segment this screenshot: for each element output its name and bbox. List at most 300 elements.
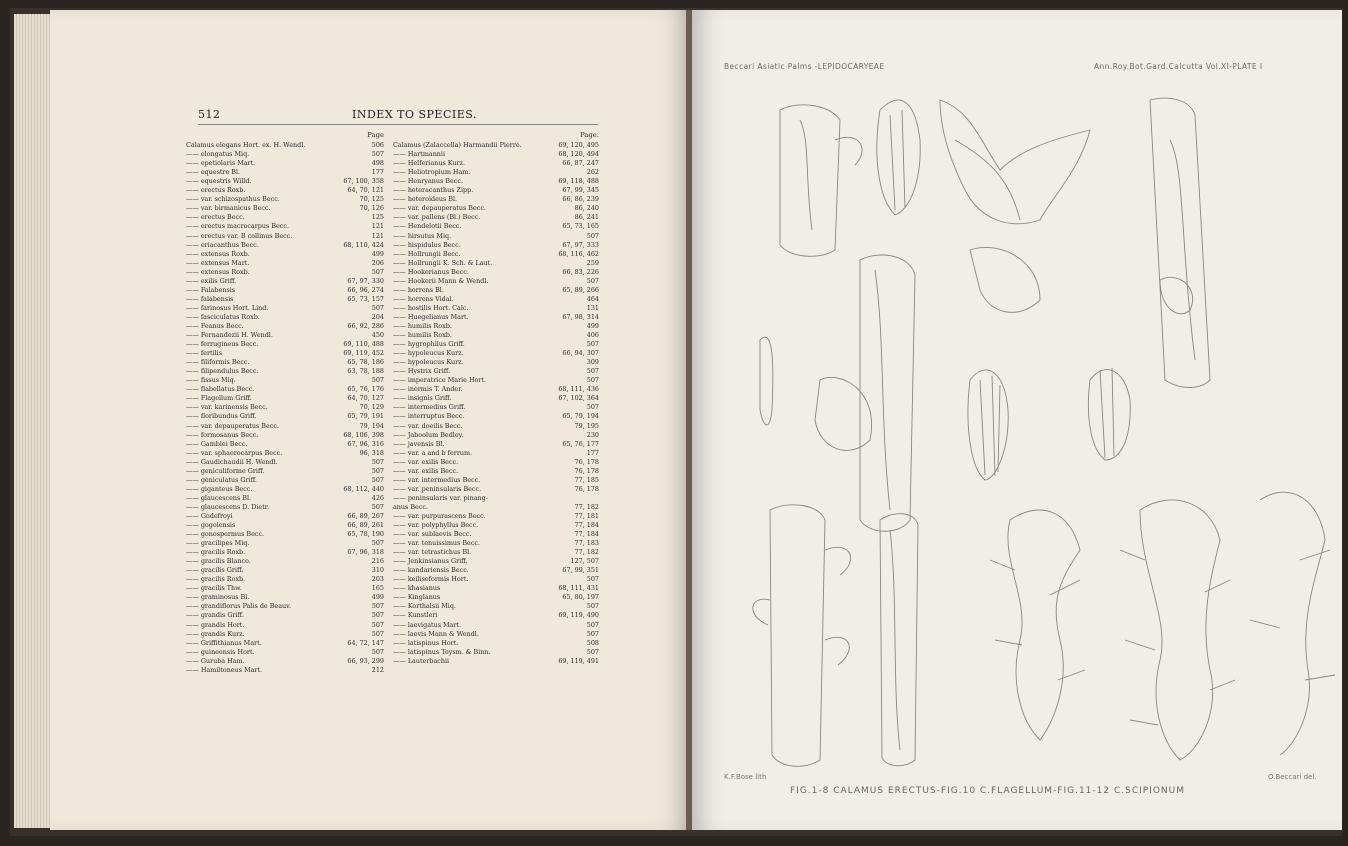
entry-label: —— gracilis Thw.: [186, 584, 242, 593]
index-entry: [393, 204, 599, 213]
entry-page: 206: [371, 258, 384, 267]
index-entry: [186, 422, 384, 431]
entry-page: 66, 86, 239: [562, 195, 599, 204]
entry-label: —— erectus var. B collinus Becc.: [186, 231, 293, 240]
index-entry: [186, 476, 384, 485]
entry-page: 66, 83, 226: [562, 267, 599, 276]
entry-label: —— Fernandezii H. Wendl.: [186, 331, 273, 340]
index-entry: [393, 213, 599, 222]
index-entry: [393, 295, 599, 304]
entry-page: 65, 78, 186: [347, 358, 384, 367]
index-entry: [186, 575, 384, 584]
entry-label: —— Griffithianus Mart.: [186, 638, 262, 647]
entry-page: 67, 96, 316: [347, 439, 384, 448]
index-entry: [186, 593, 384, 602]
index-entry: [393, 367, 599, 376]
entry-label: —— hypoleucus Kurz.: [393, 358, 464, 367]
index-entry: [393, 575, 599, 584]
index-entry: [186, 485, 384, 494]
entry-label: —— Hendelotii Becc.: [393, 222, 462, 231]
entry-label: —— horrens Bl.: [393, 285, 444, 294]
entry-label: —— var. purpurascens Becc.: [393, 511, 486, 520]
entry-label: —— var. polyphyllus Becc.: [393, 521, 479, 530]
entry-label: —— var. a and b ferrum.: [393, 448, 473, 457]
index-entry: [393, 440, 599, 449]
entry-page: 507: [371, 466, 384, 475]
entry-page: 450: [371, 331, 384, 340]
index-entry: [186, 449, 384, 458]
entry-page: 64, 70, 127: [347, 394, 384, 403]
index-entry: [186, 602, 384, 611]
entry-page: 507: [586, 602, 599, 611]
entry-page: 309: [586, 358, 599, 367]
entry-page: 68, 112, 440: [343, 484, 384, 493]
entry-label: —— gracilis Griff.: [186, 566, 244, 575]
index-entry: [186, 412, 384, 421]
index-entry: [393, 159, 599, 168]
entry-page: 507: [371, 303, 384, 312]
entry-page: 507: [371, 647, 384, 656]
entry-label: —— grandiflorus Palis de Beauv.: [186, 602, 292, 611]
index-entry: [393, 232, 599, 241]
entry-page: 131: [586, 303, 599, 312]
entry-label: —— gracilis Blanco.: [186, 557, 251, 566]
index-entry: [186, 222, 384, 231]
index-entry: [393, 412, 599, 421]
entry-label: —— filiformis Becc.: [186, 358, 250, 367]
entry-label: —— Hollrungii Becc.: [393, 249, 461, 258]
plate-title-left: Beccari Asiatic Palms -LEPIDOCARYEAE: [724, 62, 885, 71]
index-entry: [186, 621, 384, 630]
entry-page: 96, 318: [359, 448, 384, 457]
index-entry: [186, 611, 384, 620]
index-entry: [186, 141, 384, 150]
entry-page: 177: [371, 168, 384, 177]
entry-page: 507: [371, 629, 384, 638]
entry-page: 68, 116, 462: [558, 249, 599, 258]
index-entry: [186, 639, 384, 648]
index-entry: [393, 503, 599, 512]
index-entry: [186, 177, 384, 186]
index-entry: [393, 485, 599, 494]
plate-illustration: [740, 80, 1340, 770]
index-entry: [393, 394, 599, 403]
entry-page: 177: [586, 448, 599, 457]
index-entry: [186, 150, 384, 159]
entry-label: —— fertilis: [186, 349, 222, 358]
index-entry: [393, 621, 599, 630]
entry-page: 64, 72, 147: [347, 638, 384, 647]
entry-label: —— peninsularis var. pinang-: [393, 493, 488, 502]
entry-page: 507: [371, 539, 384, 548]
index-entry: [186, 657, 384, 666]
delineator-credit: O.Beccari del.: [1268, 773, 1317, 781]
column-heading: Page.: [580, 131, 599, 139]
index-entry: [186, 521, 384, 530]
entry-label: —— Jenkinsianus Griff.: [393, 557, 468, 566]
entry-label: —— var. peninsularis Becc.: [393, 484, 482, 493]
entry-label: —— laevigatus Mart.: [393, 620, 462, 629]
entry-label: —— glaucescens Bl.: [186, 493, 252, 502]
entry-page: 68, 111, 436: [558, 385, 599, 394]
entry-page: 65, 79, 194: [562, 412, 599, 421]
entry-page: 65, 73, 157: [347, 294, 384, 303]
index-column-right: [393, 131, 599, 666]
entry-label: —— var. depauperatus Becc.: [186, 421, 279, 430]
entry-label: —— imperatrice Marie Hort.: [393, 376, 487, 385]
entry-label: —— Henryanus Becc.: [393, 177, 463, 186]
index-entry: [393, 639, 599, 648]
entry-page: 125: [371, 213, 384, 222]
entry-page: 66, 92, 286: [347, 321, 384, 330]
entry-page: 69, 119, 452: [343, 349, 384, 358]
entry-label: —— geniculiforme Griff.: [186, 466, 265, 475]
entry-label: —— floribundus Griff.: [186, 412, 257, 421]
index-entry: [186, 648, 384, 657]
entry-page: 507: [586, 231, 599, 240]
entry-label: —— var. schizospathus Becc.: [186, 195, 280, 204]
entry-label: —— farinosus Hort. Lind.: [186, 303, 269, 312]
entry-label: —— erectus Roxb.: [186, 186, 246, 195]
entry-page: 507: [371, 457, 384, 466]
entry-label: —— glaucescens D. Dietr.: [186, 502, 270, 511]
entry-page: 69, 118, 488: [558, 177, 599, 186]
entry-label: —— hygrophilus Griff.: [393, 340, 465, 349]
entry-label: —— formosanus Becc.: [186, 430, 259, 439]
entry-label: —— laevis Mann & Wendl.: [393, 629, 479, 638]
index-entry: [393, 467, 599, 476]
index-entry: [393, 186, 599, 195]
entry-label: —— gracilis Roxb.: [186, 548, 246, 557]
entry-label: —— keiliseformis Hort.: [393, 575, 469, 584]
entry-label: —— falabensis: [186, 294, 234, 303]
index-entry: [186, 304, 384, 313]
entry-label: —— Hollrungii K. Sch. & Laut.: [393, 258, 493, 267]
index-entry: [393, 222, 599, 231]
entry-page: 77, 184: [574, 530, 599, 539]
entry-label: —— heteracanthus Zipp.: [393, 186, 474, 195]
entry-page: 507: [586, 620, 599, 629]
entry-label: —— Lauterbachii: [393, 656, 450, 665]
entry-label: —— var. exilis Becc.: [393, 457, 459, 466]
index-entry: [393, 584, 599, 593]
index-entry: [393, 322, 599, 331]
entry-page: 79, 195: [574, 421, 599, 430]
entry-page: 76, 178: [574, 457, 599, 466]
index-entry: [186, 277, 384, 286]
index-entry: [186, 566, 384, 575]
entry-label: —— eriacanthus Becc.: [186, 240, 259, 249]
index-entry: [186, 340, 384, 349]
entry-label: —— hirsutus Miq.: [393, 231, 452, 240]
entry-page: 506: [371, 141, 384, 150]
entry-label: —— gracilis Roxb.: [186, 575, 246, 584]
index-entry: [186, 232, 384, 241]
entry-label: —— hispidulus Becc.: [393, 240, 461, 249]
index-entry: [393, 340, 599, 349]
entry-page: 65, 79, 191: [347, 412, 384, 421]
index-entry: [186, 630, 384, 639]
entry-label: —— equestre Bl.: [186, 168, 241, 177]
entry-label: —— erectus macrocarpus Becc.: [186, 222, 289, 231]
index-entry: [186, 548, 384, 557]
index-entry: [186, 349, 384, 358]
entry-page: 65, 89, 266: [562, 285, 599, 294]
index-entry: [186, 358, 384, 367]
index-entry: [186, 494, 384, 503]
index-entry: [393, 331, 599, 340]
index-entry: [186, 458, 384, 467]
entry-page: 70, 126: [359, 204, 384, 213]
entry-page: 507: [371, 376, 384, 385]
entry-label: —— horrens Vidal.: [393, 294, 454, 303]
entry-label: —— extensus Roxb.: [186, 249, 250, 258]
entry-page: 507: [371, 267, 384, 276]
entry-label: —— Gaudichaudii H. Wendl.: [186, 457, 278, 466]
entry-page: 66, 87, 247: [562, 159, 599, 168]
index-column-left: [186, 131, 384, 675]
entry-page: 77, 181: [574, 511, 599, 520]
index-entry: [186, 331, 384, 340]
entry-page: 77, 182: [574, 548, 599, 557]
entry-label: —— var. depauperatus Becc.: [393, 204, 486, 213]
index-entry: [186, 431, 384, 440]
entry-page: 507: [371, 602, 384, 611]
index-entry: [393, 358, 599, 367]
index-entry: [393, 557, 599, 566]
entry-page: 67, 98, 314: [562, 312, 599, 321]
entry-label: —— khasianus: [393, 584, 441, 593]
entry-label: —— extensus Roxb.: [186, 267, 250, 276]
entry-label: —— gogolensis: [186, 521, 236, 530]
entry-label: —— latispinus Hort.: [393, 638, 459, 647]
index-entry: [393, 657, 599, 666]
entry-label: —— humilis Roxb.: [393, 321, 452, 330]
page-edges: [14, 14, 54, 828]
index-entry: [186, 195, 384, 204]
entry-label: —— gracilipes Miq.: [186, 539, 250, 548]
index-entry: [393, 195, 599, 204]
entry-label: —— var. pallens (Bl.) Becc.: [393, 213, 481, 222]
entry-page: 507: [586, 276, 599, 285]
index-entry: [393, 286, 599, 295]
entry-page: 507: [586, 340, 599, 349]
entry-page: 76, 178: [574, 484, 599, 493]
entry-page: 203: [371, 575, 384, 584]
entry-page: 507: [371, 620, 384, 629]
entry-page: 507: [586, 629, 599, 638]
entry-page: 67, 99, 345: [562, 186, 599, 195]
index-entry: [393, 177, 599, 186]
index-entry: [393, 403, 599, 412]
entry-page: 262: [586, 168, 599, 177]
index-entry: [393, 168, 599, 177]
entry-label: anus Becc.: [393, 502, 429, 511]
entry-label: —— elongatus Miq.: [186, 150, 250, 159]
index-entry: [393, 539, 599, 548]
index-entry: [393, 241, 599, 250]
index-entry: [186, 367, 384, 376]
running-title: INDEX TO SPECIES.: [352, 108, 477, 121]
entry-page: 86, 241: [574, 213, 599, 222]
entry-page: 507: [371, 611, 384, 620]
entry-label: —— fissus Miq.: [186, 376, 236, 385]
index-entry: [186, 557, 384, 566]
index-entry: [393, 277, 599, 286]
entry-page: 66, 94, 307: [562, 349, 599, 358]
entry-page: 507: [586, 376, 599, 385]
index-entry: [186, 313, 384, 322]
entry-page: 65, 73, 165: [562, 222, 599, 231]
entry-page: 70, 125: [359, 195, 384, 204]
index-entry: [393, 422, 599, 431]
entry-label: —— Feanus Becc.: [186, 321, 244, 330]
header-rule: [198, 124, 598, 125]
entry-label: —— Helferianus Kurz.: [393, 159, 466, 168]
entry-label: —— javensis Bl.: [393, 439, 445, 448]
index-entry: [393, 449, 599, 458]
index-entry: [186, 394, 384, 403]
entry-page: 507: [371, 475, 384, 484]
index-entry: [393, 268, 599, 277]
entry-label: —— var. tetrastichus Bl.: [393, 548, 472, 557]
plate-title-right: Ann.Roy.Bot.Gard.Calcutta Vol.XI-PLATE I: [1094, 62, 1263, 71]
index-entry: [186, 530, 384, 539]
entry-label: —— Falabensis: [186, 285, 236, 294]
entry-label: —— latispinus Teysm. & Binn.: [393, 647, 491, 656]
entry-label: —— var. karinensis Becc.: [186, 403, 268, 412]
entry-page: 230: [586, 430, 599, 439]
index-entry: [186, 376, 384, 385]
entry-page: 69, 119, 490: [558, 611, 599, 620]
index-entry: [393, 530, 599, 539]
entry-label: —— graminosus Bl.: [186, 593, 250, 602]
index-entry: [393, 494, 599, 503]
entry-label: —— interruptus Becc.: [393, 412, 465, 421]
entry-label: —— extensus Mart.: [186, 258, 250, 267]
entry-page: 65, 76, 176: [347, 385, 384, 394]
index-entry: [393, 431, 599, 440]
entry-page: 68, 120, 494: [558, 150, 599, 159]
entry-page: 65, 76, 177: [562, 439, 599, 448]
entry-label: —— kandariensis Becc.: [393, 566, 469, 575]
index-entry: [393, 458, 599, 467]
entry-page: 507: [371, 150, 384, 159]
index-entry: [393, 512, 599, 521]
index-entry: [186, 250, 384, 259]
index-entry: [393, 611, 599, 620]
entry-label: —— Godefroyi: [186, 511, 233, 520]
entry-page: 498: [371, 159, 384, 168]
index-entry: [393, 150, 599, 159]
entry-label: —— Kinglanus: [393, 593, 441, 602]
index-entry: [186, 440, 384, 449]
entry-label: —— Hookerianus Becc.: [393, 267, 469, 276]
index-entry: [186, 241, 384, 250]
entry-page: 66, 89, 261: [347, 521, 384, 530]
entry-label: —— giganteus Becc.: [186, 484, 253, 493]
entry-label: —— epetiolaris Mart.: [186, 159, 256, 168]
entry-page: 204: [371, 312, 384, 321]
entry-page: 64, 70, 121: [347, 186, 384, 195]
entry-page: 68, 106, 398: [343, 430, 384, 439]
entry-page: 499: [586, 321, 599, 330]
entry-label: —— Hystrix Griff.: [393, 367, 451, 376]
entry-label: —— heteroideus Bl.: [393, 195, 458, 204]
entry-label: —— var. tenuissimus Becc.: [393, 539, 481, 548]
index-entry: [393, 476, 599, 485]
entry-page: 67, 102, 364: [558, 394, 599, 403]
entry-page: [547, 494, 599, 503]
index-entry: [186, 322, 384, 331]
index-entry: [186, 403, 384, 412]
entry-page: 77, 183: [574, 539, 599, 548]
entry-label: —— hypoleucus Kurz.: [393, 349, 464, 358]
entry-label: —— Gamblei Becc.: [186, 439, 248, 448]
entry-page: 426: [371, 493, 384, 502]
entry-page: 507: [586, 367, 599, 376]
entry-label: —— Korthalsii Miq.: [393, 602, 456, 611]
entry-label: —— exilis Griff.: [186, 276, 237, 285]
entry-label: —— var. doeilis Becc.: [393, 421, 463, 430]
entry-label: —— var. sphaerocarpus Becc.: [186, 448, 283, 457]
entry-label: —— var. sublaevis Becc.: [393, 530, 472, 539]
entry-label: —— var. intermedius Becc.: [393, 475, 481, 484]
index-entry: [393, 141, 599, 150]
entry-label: —— erectus Becc.: [186, 213, 245, 222]
entry-page: 216: [371, 557, 384, 566]
entry-page: 464: [586, 294, 599, 303]
entry-label: —— intermedius Griff.: [393, 403, 466, 412]
index-entry: [186, 666, 384, 675]
entry-label: —— Flagellum Griff.: [186, 394, 252, 403]
plate-caption: FIG.1-8 CALAMUS ERECTUS-FIG.10 C.FLAGELLUM-FIG.11-12 C.SCIPIONUM: [790, 786, 1186, 796]
index-entry: [186, 213, 384, 222]
entry-page: 66, 96, 274: [347, 285, 384, 294]
entry-page: 69, 120, 495: [558, 141, 599, 150]
entry-page: 66, 93, 299: [347, 656, 384, 665]
entry-page: 63, 78, 188: [347, 367, 384, 376]
entry-page: 507: [586, 647, 599, 656]
index-entry: [393, 304, 599, 313]
entry-label: —— var. exilis Becc.: [393, 466, 459, 475]
entry-page: 67, 97, 333: [562, 240, 599, 249]
index-entry: [186, 295, 384, 304]
entry-page: 66, 89, 267: [347, 511, 384, 520]
entry-page: 67, 97, 330: [347, 276, 384, 285]
entry-page: 67, 96, 318: [347, 548, 384, 557]
index-entry: [393, 521, 599, 530]
entry-label: —— equestris Willd.: [186, 177, 252, 186]
index-entry: [393, 313, 599, 322]
entry-label: —— Hartmannii: [393, 150, 446, 159]
entry-label: Calamus (Zalaccella) Harmandii Pierre.: [393, 141, 522, 150]
entry-label: —— Kunstleri: [393, 611, 438, 620]
page-number: 512: [198, 108, 221, 121]
index-entry: [393, 250, 599, 259]
index-entry: [393, 648, 599, 657]
entry-page: 259: [586, 258, 599, 267]
entry-page: 77, 182: [574, 502, 599, 511]
entry-label: —— fasciculatus Roxb.: [186, 312, 260, 321]
entry-label: —— grandis Kurz.: [186, 629, 245, 638]
entry-label: —— ferrugineus Becc.: [186, 340, 259, 349]
index-entry: [186, 204, 384, 213]
entry-label: Calamus elegans Hort. ex. H. Wendl.: [186, 141, 306, 150]
entry-page: 68, 111, 431: [558, 584, 599, 593]
index-entry: [393, 602, 599, 611]
entry-page: 68, 110, 424: [343, 240, 384, 249]
